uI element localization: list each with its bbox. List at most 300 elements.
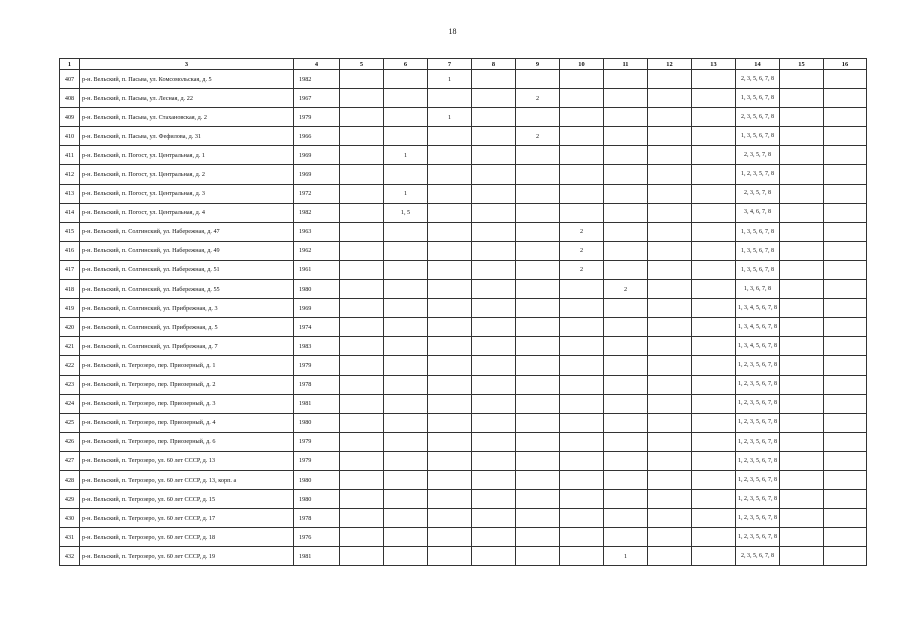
address-cell: р-н. Вельский, п. Погост, ул. Центральная, д. 3 — [80, 184, 294, 203]
table-cell — [692, 413, 736, 432]
table-row — [60, 299, 867, 318]
table-cell — [824, 509, 867, 528]
codes-cell: 1, 2, 3, 5, 6, 7, 8 — [736, 394, 780, 413]
table-row — [60, 70, 867, 89]
table-cell — [692, 127, 736, 146]
table-cell — [604, 146, 648, 165]
table-row — [60, 222, 867, 241]
table-cell — [428, 318, 472, 337]
table-cell — [384, 260, 428, 279]
table-cell — [604, 451, 648, 470]
row-number-cell: 424 — [60, 394, 80, 413]
codes-cell: 2, 3, 5, 6, 7, 8 — [736, 547, 780, 566]
table-cell — [648, 547, 692, 566]
table-cell — [560, 70, 604, 89]
table-row — [60, 413, 867, 432]
address-cell: р-н. Вельский, п. Тегрозеро, ул. 60 лет СССР, д. 18 — [80, 528, 294, 547]
address-cell: р-н. Вельский, п. Солгинский, ул. Прибрежная, д. 5 — [80, 318, 294, 337]
table-cell — [780, 509, 824, 528]
table-cell — [560, 547, 604, 566]
column-header-14: 14 — [736, 59, 780, 70]
table-cell — [516, 70, 560, 89]
table-cell — [340, 146, 384, 165]
address-cell: р-н. Вельский, п. Погост, ул. Центральная, д. 4 — [80, 203, 294, 222]
row-number-cell: 416 — [60, 241, 80, 260]
table-cell — [340, 184, 384, 203]
table-cell — [384, 318, 428, 337]
table-cell — [428, 241, 472, 260]
table-cell — [428, 203, 472, 222]
table-row — [60, 394, 867, 413]
codes-cell: 1, 2, 3, 5, 6, 7, 8 — [736, 509, 780, 528]
table-cell — [472, 222, 516, 241]
table-row — [60, 184, 867, 203]
table-cell — [648, 299, 692, 318]
table-cell — [648, 70, 692, 89]
year-cell: 1980 — [294, 490, 340, 509]
table-cell — [648, 528, 692, 547]
table-cell — [560, 470, 604, 489]
address-cell: р-н. Вельский, п. Пасьва, ул. Лесная, д. 22 — [80, 89, 294, 108]
table-cell — [648, 509, 692, 528]
table-row — [60, 528, 867, 547]
table-cell — [472, 547, 516, 566]
table-cell — [428, 146, 472, 165]
column-header-12: 12 — [648, 59, 692, 70]
table-cell — [692, 222, 736, 241]
table-cell — [472, 356, 516, 375]
address-cell: р-н. Вельский, п. Тегрозеро, ул. 60 лет СССР, д. 13 — [80, 451, 294, 470]
register-table — [59, 58, 867, 566]
table-cell — [648, 203, 692, 222]
table-cell — [516, 241, 560, 260]
row-number-cell: 431 — [60, 528, 80, 547]
table-cell — [692, 260, 736, 279]
table-cell — [516, 165, 560, 184]
address-cell: р-н. Вельский, п. Тегрозеро, пер. Приозерный, д. 6 — [80, 432, 294, 451]
table-cell — [692, 432, 736, 451]
address-cell: р-н. Вельский, п. Тегрозеро, пер. Приозерный, д. 1 — [80, 356, 294, 375]
row-number-cell: 408 — [60, 89, 80, 108]
table-cell — [692, 547, 736, 566]
table-cell — [692, 280, 736, 299]
codes-cell: 1, 2, 3, 5, 6, 7, 8 — [736, 356, 780, 375]
codes-cell: 2, 3, 5, 7, 8 — [736, 146, 780, 165]
table-cell — [472, 127, 516, 146]
year-cell: 1981 — [294, 547, 340, 566]
table-cell — [780, 70, 824, 89]
table-cell — [428, 509, 472, 528]
table-cell — [780, 108, 824, 127]
table-cell — [648, 222, 692, 241]
table-cell — [516, 490, 560, 509]
table-cell — [340, 222, 384, 241]
table-row — [60, 260, 867, 279]
table-cell — [780, 394, 824, 413]
table-cell: 1, 5 — [384, 203, 428, 222]
table-cell — [824, 89, 867, 108]
table-cell — [604, 70, 648, 89]
row-number-cell: 412 — [60, 165, 80, 184]
table-cell — [340, 509, 384, 528]
table-cell — [604, 356, 648, 375]
table-cell — [692, 318, 736, 337]
table-cell — [692, 394, 736, 413]
table-cell — [428, 127, 472, 146]
row-number-cell: 421 — [60, 337, 80, 356]
row-number-cell: 428 — [60, 470, 80, 489]
codes-cell: 1, 3, 4, 5, 6, 7, 8 — [736, 318, 780, 337]
table-cell — [384, 241, 428, 260]
table-row — [60, 146, 867, 165]
table-cell — [428, 356, 472, 375]
table-cell — [648, 375, 692, 394]
table-cell — [384, 451, 428, 470]
table-cell — [428, 89, 472, 108]
table-cell — [340, 165, 384, 184]
table-cell — [428, 222, 472, 241]
column-header-4: 4 — [294, 59, 340, 70]
table-cell — [780, 260, 824, 279]
table-cell — [384, 127, 428, 146]
table-cell — [340, 356, 384, 375]
row-number-cell: 413 — [60, 184, 80, 203]
table-cell — [604, 222, 648, 241]
year-cell: 1962 — [294, 241, 340, 260]
table-cell: 2 — [560, 222, 604, 241]
codes-cell: 1, 2, 3, 5, 6, 7, 8 — [736, 451, 780, 470]
table-cell — [428, 165, 472, 184]
codes-cell: 2, 3, 5, 6, 7, 8 — [736, 70, 780, 89]
table-cell: 1 — [384, 184, 428, 203]
year-cell: 1976 — [294, 528, 340, 547]
table-cell — [780, 280, 824, 299]
table-cell — [516, 280, 560, 299]
table-cell — [648, 260, 692, 279]
table-cell — [648, 451, 692, 470]
table-cell — [340, 318, 384, 337]
table-cell — [824, 547, 867, 566]
table-cell: 2 — [560, 241, 604, 260]
table-row — [60, 432, 867, 451]
table-cell — [340, 470, 384, 489]
table-cell: 2 — [560, 260, 604, 279]
header-row — [60, 59, 867, 70]
table-cell — [560, 184, 604, 203]
table-cell — [472, 490, 516, 509]
table-cell — [516, 108, 560, 127]
table-cell — [604, 241, 648, 260]
table-row — [60, 108, 867, 127]
table-body — [60, 70, 867, 566]
table-row — [60, 280, 867, 299]
table-cell — [472, 375, 516, 394]
row-number-cell: 425 — [60, 413, 80, 432]
table-cell — [604, 432, 648, 451]
table-cell — [604, 375, 648, 394]
table-cell — [648, 89, 692, 108]
table-cell — [692, 108, 736, 127]
column-header-5: 5 — [340, 59, 384, 70]
table-cell — [472, 89, 516, 108]
table-cell — [472, 528, 516, 547]
table-cell — [692, 89, 736, 108]
table-cell — [692, 165, 736, 184]
table-cell — [692, 490, 736, 509]
table-cell — [824, 165, 867, 184]
address-cell: р-н. Вельский, п. Тегрозеро, ул. 60 лет СССР, д. 15 — [80, 490, 294, 509]
address-cell: р-н. Вельский, п. Солгинский, ул. Прибрежная, д. 7 — [80, 337, 294, 356]
table-cell — [340, 299, 384, 318]
codes-cell: 3, 4, 6, 7, 8 — [736, 203, 780, 222]
table-cell — [824, 203, 867, 222]
year-cell: 1969 — [294, 146, 340, 165]
table-cell — [780, 375, 824, 394]
codes-cell: 1, 2, 3, 5, 6, 7, 8 — [736, 375, 780, 394]
table-cell — [516, 260, 560, 279]
address-cell: р-н. Вельский, п. Солгинский, ул. Набережная, д. 47 — [80, 222, 294, 241]
table-cell — [340, 528, 384, 547]
table-cell — [340, 89, 384, 108]
table-cell — [560, 127, 604, 146]
codes-cell: 1, 2, 3, 5, 7, 8 — [736, 165, 780, 184]
column-header-9: 9 — [516, 59, 560, 70]
table-cell — [384, 222, 428, 241]
table-cell — [780, 432, 824, 451]
table-cell — [384, 470, 428, 489]
table-cell — [560, 165, 604, 184]
table-cell — [824, 432, 867, 451]
table-cell — [604, 108, 648, 127]
row-number-cell: 409 — [60, 108, 80, 127]
address-cell: р-н. Вельский, п. Солгинский, ул. Прибрежная, д. 3 — [80, 299, 294, 318]
table-cell — [472, 280, 516, 299]
table-row — [60, 89, 867, 108]
table-cell — [340, 280, 384, 299]
table-cell — [780, 413, 824, 432]
address-cell: р-н. Вельский, п. Пасьва, ул. Фефилова, д. 31 — [80, 127, 294, 146]
row-number-cell: 419 — [60, 299, 80, 318]
table-cell — [384, 490, 428, 509]
table-cell — [472, 146, 516, 165]
table-cell: 1 — [604, 547, 648, 566]
column-header-8: 8 — [472, 59, 516, 70]
table-cell — [780, 222, 824, 241]
table-cell — [824, 184, 867, 203]
table-cell — [516, 432, 560, 451]
table-cell — [560, 451, 604, 470]
table-cell: 1 — [428, 70, 472, 89]
table-cell — [648, 127, 692, 146]
table-cell — [428, 280, 472, 299]
table-cell — [516, 299, 560, 318]
table-cell — [340, 203, 384, 222]
table-cell — [648, 146, 692, 165]
table-cell — [560, 490, 604, 509]
codes-cell: 1, 2, 3, 5, 6, 7, 8 — [736, 470, 780, 489]
year-cell: 1963 — [294, 222, 340, 241]
table-cell — [648, 165, 692, 184]
address-cell: р-н. Вельский, п. Тегрозеро, ул. 60 лет СССР, д. 17 — [80, 509, 294, 528]
table-cell — [516, 470, 560, 489]
table-cell — [516, 509, 560, 528]
table-cell: 1 — [428, 108, 472, 127]
table-cell — [472, 318, 516, 337]
table-cell — [340, 394, 384, 413]
table-cell — [340, 127, 384, 146]
table-cell — [384, 165, 428, 184]
year-cell: 1969 — [294, 299, 340, 318]
table-cell — [516, 528, 560, 547]
table-cell — [604, 528, 648, 547]
table-cell — [472, 241, 516, 260]
year-cell: 1979 — [294, 108, 340, 127]
table-cell — [692, 203, 736, 222]
table-cell — [516, 413, 560, 432]
table-cell — [428, 413, 472, 432]
table-cell — [692, 509, 736, 528]
table-cell — [824, 375, 867, 394]
table-cell — [516, 337, 560, 356]
row-number-cell: 432 — [60, 547, 80, 566]
table-cell — [692, 146, 736, 165]
table-cell — [648, 394, 692, 413]
table-cell — [692, 356, 736, 375]
table-cell — [560, 528, 604, 547]
column-header-15: 15 — [780, 59, 824, 70]
table-cell — [428, 394, 472, 413]
codes-cell: 1, 3, 5, 6, 7, 8 — [736, 241, 780, 260]
column-header-7: 7 — [428, 59, 472, 70]
table-cell — [692, 375, 736, 394]
table-cell — [428, 337, 472, 356]
row-number-cell: 430 — [60, 509, 80, 528]
table-cell — [560, 413, 604, 432]
column-header-6: 6 — [384, 59, 428, 70]
year-cell: 1979 — [294, 451, 340, 470]
table-cell — [384, 509, 428, 528]
table-cell — [560, 318, 604, 337]
row-number-cell: 414 — [60, 203, 80, 222]
table-cell — [560, 146, 604, 165]
table-cell — [824, 394, 867, 413]
year-cell: 1974 — [294, 318, 340, 337]
year-cell: 1981 — [294, 394, 340, 413]
table-cell — [560, 203, 604, 222]
table-cell — [560, 394, 604, 413]
table-cell — [604, 260, 648, 279]
year-cell: 1982 — [294, 70, 340, 89]
codes-cell: 1, 3, 4, 5, 6, 7, 8 — [736, 337, 780, 356]
table-cell — [824, 280, 867, 299]
table-cell — [780, 165, 824, 184]
table-cell — [384, 375, 428, 394]
table-cell — [648, 490, 692, 509]
column-header-10: 10 — [560, 59, 604, 70]
table-cell — [780, 184, 824, 203]
table-cell — [516, 146, 560, 165]
table-cell — [780, 318, 824, 337]
row-number-cell: 411 — [60, 146, 80, 165]
table-cell — [340, 241, 384, 260]
table-cell — [384, 70, 428, 89]
table-cell — [472, 451, 516, 470]
row-number-cell: 426 — [60, 432, 80, 451]
table-cell — [516, 394, 560, 413]
table-cell — [384, 337, 428, 356]
column-header-16: 16 — [824, 59, 867, 70]
column-header-1: 1 — [60, 59, 80, 70]
table-cell — [692, 470, 736, 489]
address-cell: р-н. Вельский, п. Тегрозеро, пер. Приозерный, д. 3 — [80, 394, 294, 413]
table-cell — [428, 470, 472, 489]
table-cell — [604, 337, 648, 356]
table-cell — [472, 413, 516, 432]
row-number-cell: 420 — [60, 318, 80, 337]
table-cell — [780, 528, 824, 547]
table-cell — [428, 547, 472, 566]
codes-cell: 1, 3, 5, 6, 7, 8 — [736, 89, 780, 108]
address-cell: р-н. Вельский, п. Погост, ул. Центральная, д. 1 — [80, 146, 294, 165]
table-cell — [560, 356, 604, 375]
table-cell — [780, 299, 824, 318]
table-cell — [560, 280, 604, 299]
table-cell — [648, 356, 692, 375]
table-cell — [472, 184, 516, 203]
table-row — [60, 318, 867, 337]
table-cell — [604, 490, 648, 509]
table-cell — [824, 127, 867, 146]
row-number-cell: 427 — [60, 451, 80, 470]
row-number-cell: 418 — [60, 280, 80, 299]
year-cell: 1978 — [294, 509, 340, 528]
codes-cell: 2, 3, 5, 7, 8 — [736, 184, 780, 203]
table-cell — [384, 413, 428, 432]
codes-cell: 1, 2, 3, 5, 6, 7, 8 — [736, 528, 780, 547]
address-cell: р-н. Вельский, п. Солгинский, ул. Набережная, д. 51 — [80, 260, 294, 279]
table-cell — [384, 356, 428, 375]
codes-cell: 1, 2, 3, 5, 6, 7, 8 — [736, 413, 780, 432]
codes-cell: 1, 2, 3, 5, 6, 7, 8 — [736, 490, 780, 509]
table-cell: 1 — [384, 146, 428, 165]
table-cell — [604, 413, 648, 432]
table-cell — [648, 280, 692, 299]
table-cell — [472, 165, 516, 184]
table-cell — [824, 528, 867, 547]
table-row — [60, 203, 867, 222]
table-cell: 2 — [604, 280, 648, 299]
row-number-cell: 429 — [60, 490, 80, 509]
table-cell — [780, 470, 824, 489]
table-cell — [516, 318, 560, 337]
table-cell — [428, 184, 472, 203]
table-cell — [824, 451, 867, 470]
row-number-cell: 422 — [60, 356, 80, 375]
table-cell — [560, 337, 604, 356]
table-cell — [472, 260, 516, 279]
table-cell — [604, 470, 648, 489]
table-row — [60, 547, 867, 566]
table-cell — [824, 108, 867, 127]
table-cell — [340, 413, 384, 432]
table-cell — [516, 451, 560, 470]
table-cell — [472, 394, 516, 413]
column-header-13: 13 — [692, 59, 736, 70]
table-cell — [472, 203, 516, 222]
year-cell: 1979 — [294, 356, 340, 375]
table-cell — [604, 165, 648, 184]
table-cell — [472, 70, 516, 89]
